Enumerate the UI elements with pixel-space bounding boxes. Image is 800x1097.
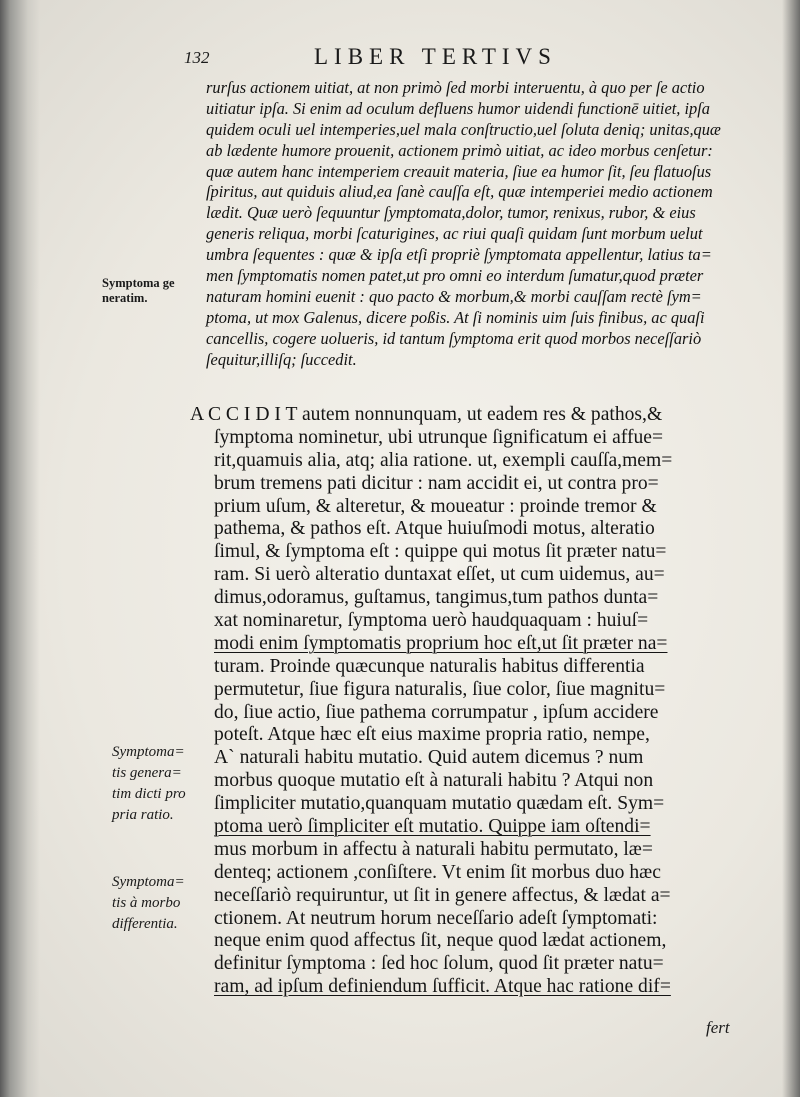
text-line: ſimul, & ſymptoma eſt : quippe qui motus ſit præter natu= <box>214 541 667 563</box>
text-line: prium uſum, & alteretur, & moueatur : proinde tremor & <box>214 495 657 517</box>
text-line: turam. Proinde quæcunque naturalis habitus differentia <box>214 655 645 677</box>
italic-text-block <box>206 78 741 370</box>
text-line: rurſus actionem uitiat, at non primò ſed morbi interuentu, à quo per ſe actio <box>206 78 705 97</box>
page-edge-shadow <box>782 0 800 1097</box>
text-line: uitiatur ipſa. Si enim ad oculum defluens humor uidendi functionē uitiet, ipſa <box>206 98 710 118</box>
text-line: permutetur, ſiue figura naturalis, ſiue color, ſiue magnitu= <box>214 678 666 700</box>
page-number: 132 <box>184 48 210 67</box>
text-line: do, ſiue actio, ſiue pathema corrumpatur , ipſum accidere <box>214 701 659 723</box>
text-line: dimus,odoramus, guſtamus, tangimus,tum pathos dunta= <box>214 587 659 609</box>
margin-note-propria-ratio <box>112 742 186 826</box>
text-line: neceſſariò requiruntur, ut ſit in genere affectus, & lædat a= <box>214 884 671 906</box>
text-line: poteſt. Atque hæc eſt eius maxime propria ratio, nempe, <box>214 724 650 746</box>
text-line: quidem oculi uel intemperies,uel mala conſtructio,uel ſoluta deniq; unitas,quæ <box>206 119 721 139</box>
text-line: mus morbum in affectu à naturali habitu permutato, læ= <box>214 838 653 860</box>
running-title: LIBER TERTIVS <box>314 44 557 69</box>
text-line: quæ autem hanc intemperiem creauit materia, ſiue ea humor ſit, ſeu flatuoſus <box>206 161 712 181</box>
margin-note-line: pria ratio. <box>112 807 174 823</box>
text-line: ram. Si uerò alteratio duntaxat eſſet, ut cum uidemus, au= <box>214 564 665 586</box>
margin-note-differentia <box>112 872 185 935</box>
text-line: denteq; actionem ,conſiſtere. Vt enim ſit morbus duo hæc <box>214 861 661 883</box>
catchword: fert <box>706 1018 730 1037</box>
text-line: brum tremens pati dicitur : nam accidit ei, ut contra pro= <box>214 472 659 494</box>
margin-note-line: Symptoma ge <box>102 276 175 290</box>
margin-note-line: differentia. <box>112 916 178 932</box>
text-line: ſimpliciter mutatio,quanquam mutatio quædam eſt. Sym= <box>214 793 665 815</box>
text-line: ſpiritus, aut quiduis aliud,ea ſanè cauſſa eſt, quæ intemperiei medio actionem <box>206 182 713 202</box>
text-line: morbus quoque mutatio eſt à naturali habitu ? Atqui non <box>214 770 654 792</box>
text-line: rit,quamuis alia, atq; alia ratione. ut, exempli cauſſa,mem= <box>214 449 673 471</box>
margin-note-line: Symptoma= <box>112 744 185 760</box>
text-line: xat nominaretur, ſymptoma uerò haudquaquam : huiuſ= <box>214 610 649 632</box>
text-line-first <box>190 404 750 427</box>
margin-note-line: tis à morbo <box>112 895 181 911</box>
text-line-underlined: ptoma uerò ſimpliciter eſt mutatio. Quippe iam oſtendi= <box>214 816 651 838</box>
text-line: lædit. Quæ uerò ſequuntur ſymptomata,dolor, tumor, renixus, rubor, & eius <box>206 203 696 223</box>
roman-text-block <box>190 404 750 999</box>
text-line: A` naturali habitu mutatio. Quid autem dicemus ? num <box>214 747 644 769</box>
text-line: ſequitur,illiſq; ſuccedit. <box>206 349 357 369</box>
margin-note-line: Symptoma= <box>112 874 185 890</box>
text-line: naturam homini euenit : quo pacto & morbum,& morbi cauſſam rectè ſym= <box>206 286 702 306</box>
margin-note-line: neratim. <box>102 291 148 305</box>
margin-note-symptoma-generatim <box>102 276 175 306</box>
page-header <box>184 44 744 72</box>
text-line-underlined: ram, ad ipſum definiendum ſufficit. Atque hac ratione dif= <box>214 976 671 998</box>
text-line: ctionem. At neutrum horum neceſſario adeſt ſymptomati: <box>214 907 658 929</box>
margin-note-line: tim dicti pro <box>112 786 186 802</box>
text-line: generis reliqua, morbi ſcaturigines, ac riui quaſi quidam ſunt morbum uelut <box>206 224 703 244</box>
text-line: ſymptoma nominetur, ubi utrunque ſignificatum ei affue= <box>214 426 664 448</box>
text-line: ab lædente humore prouenit, actionem primò uitiat, ac ideo morbus cenſetur: <box>206 140 713 160</box>
text-line: definitur ſymptoma : ſed hoc ſolum, quod ſit præter natu= <box>214 953 664 975</box>
first-line-rest: autem nonnunquam, ut eadem res & pathos,& <box>297 404 663 425</box>
gutter-shadow <box>0 0 40 1097</box>
margin-note-line: tis genera= <box>112 765 182 781</box>
text-line: pathema, & pathos eſt. Atque huiuſmodi motus, alteratio <box>214 518 655 540</box>
text-line: ptoma, ut mox Galenus, dicere poßis. At ſi nominis uim ſuis finibus, ac quaſi <box>206 307 705 327</box>
text-line-underlined: modi enim ſymptomatis proprium hoc eſt,ut ſit præter na= <box>214 632 668 654</box>
text-line: cancellis, cogere uolueris, id tantum ſymptoma erit quod morbos neceſſariò <box>206 328 702 348</box>
text-line: men ſymptomatis nomen patet,ut pro omni eo interdum ſumatur,quod præter <box>206 266 704 286</box>
initial-word: A C C I D I T <box>190 404 298 425</box>
text-line: umbra ſequentes : quæ & ipſa etſi propriè ſymptomata appellentur, latius ta= <box>206 245 712 265</box>
text-line: neque enim quod affectus ſit, neque quod lædat actionem, <box>214 930 667 952</box>
